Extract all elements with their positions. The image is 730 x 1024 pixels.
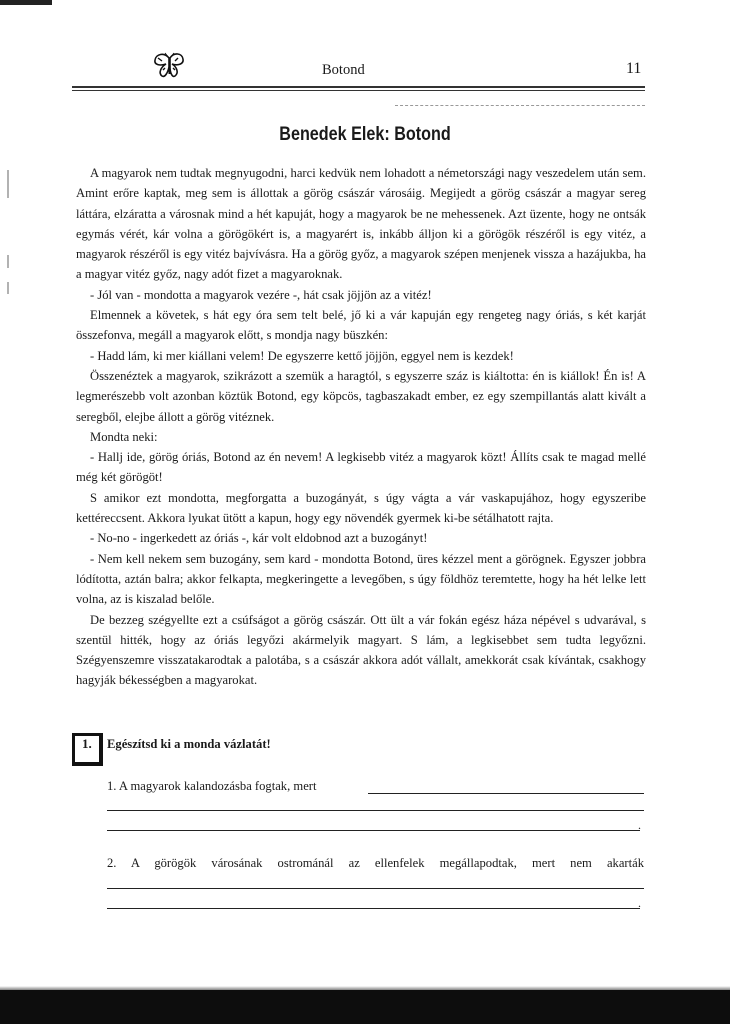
paragraph: A magyarok nem tudtak megnyugodni, harci kedvük nem lohadott a németországi nagy veszedelem után sem. Amint erőre kaptak, meg sem is állottak a görög császár városáig. Megijedt a görög császár a magyar sereg láttára, elzáratta a városnak mind a hét kapuját, hogy a magyarok be ne mehessenek. Azt üzente, hogy ne ontsák egymás vérét, kár volna a görögökért is, a magyarért is, inkább álljon ki a görögök részéről is egy vitéz, a magyarok részéről is egy vitéz bajvívásra. Ha a görög győz, a magyarok szépen menjenek vissza a hazájukba, ha a magyar vitéz győz, nagy adót fizet a magyaroknak.: [76, 166, 646, 282]
exercise-item-1: 1. A magyarok kalandozásba fogtak, mert: [107, 779, 317, 793]
running-head: Botond: [322, 62, 365, 78]
paragraph: - Hallj ide, görög óriás, Botond az én nevem! A legkisebb vitéz a magyarok közt! Állíts csak te magad mellé még két görögöt!: [76, 450, 646, 485]
exercise-number: 1.: [82, 736, 92, 751]
line-end-mark: .: [638, 896, 641, 910]
page-title: Benedek Elek: Botond: [279, 124, 451, 145]
faint-dashed-line: [395, 105, 645, 106]
scan-margin-marks: [6, 170, 10, 310]
paragraph: - No-no - ingerkedett az óriás -, kár volt eldobnod azt a buzogányt!: [90, 531, 428, 546]
header-rule-thin: [72, 90, 645, 91]
paragraph: Összenéztek a magyarok, szikrázott a szemük a haragtól, s egyszerre száz is kiáltotta: én is kiállok! Én is! A legmerészebb volt azonban köztük Botond, egy köpcös, tagbaszakadt ember, ez egy szempillantás alatt kivált a seregből, elejbe állott a görög vitéznek.: [76, 368, 646, 424]
answer-line[interactable]: [107, 888, 644, 889]
header-rule: [72, 86, 645, 88]
page-number: 11: [626, 60, 642, 77]
answer-line[interactable]: [107, 810, 644, 811]
paragraph: Elmennek a követek, s hát egy óra sem telt belé, jő ki a vár kapuján egy rengeteg nagy óriás, s két karját összefonva, megáll a magyarok előtt, s mondja nagy büszkén:: [76, 308, 646, 343]
paragraph: - Nem kell nekem sem buzogány, sem kard - mondotta Botond, üres kézzel ment a görögnek. Egyszer jobbra lódította, aztán balra; akkor felkapta, megkeringette a levegőben, s úgy földhöz teremtette, hogy ha hét lelke lett volna, az is kiszalad belőle.: [76, 551, 646, 607]
story-text: [76, 163, 646, 691]
paragraph: - Hadd lám, ki mer kiállani velem! De egyszerre kettő jöjjön, eggyel nem is kezdek!: [90, 348, 514, 363]
exercise-item-2: 2. A görögök városának ostrománál az ellenfelek megállapodtak, mert nem akarták: [107, 856, 644, 870]
butterfly-icon: [152, 52, 186, 80]
answer-line[interactable]: [107, 908, 640, 909]
paragraph: - Jól van - mondotta a magyarok vezére -, hát csak jöjjön az a vitéz!: [90, 287, 432, 302]
corner-scan-mark: [0, 0, 52, 5]
scan-bottom-edge: [0, 990, 730, 1024]
paragraph: De bezzeg szégyellte ezt a csúfságot a görög császár. Ott ült a vár fokán egész háza népével s udvarával, s szentül hitték, hogy az óriás legyőzi akármelyik magyart. S lám, a legkisebbet sem tudta legyőzni. Szégyenszemre visszatakarodtak a palotába, s a császár akkora adót vállalt, amekkorát csak kívántak, csakhogy hagyják békességben a magyarokat.: [76, 612, 646, 688]
line-end-mark: .: [638, 818, 641, 832]
exercise-instruction: Egészítsd ki a monda vázlatát!: [107, 737, 271, 751]
paragraph: Mondta neki:: [90, 429, 158, 444]
answer-line[interactable]: [368, 793, 644, 794]
paragraph: S amikor ezt mondotta, megforgatta a buzogányát, s úgy vágta a vár vaskapujához, hogy egyszeribe kettéreccsent. Akkora lyukat ütött a kapun, hogy egy növendék gyermek ki-be sétálhatott rajta.: [76, 490, 646, 526]
answer-line[interactable]: [107, 830, 640, 831]
